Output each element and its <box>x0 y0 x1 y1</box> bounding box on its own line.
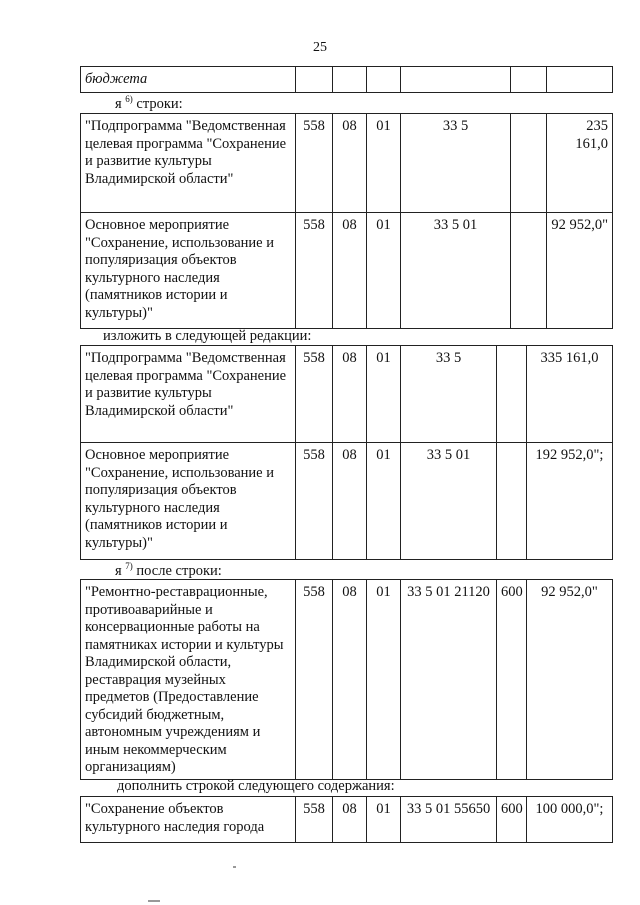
table-cell-target: 33 5 01 <box>401 443 497 560</box>
table-row <box>81 346 613 443</box>
table-row <box>81 114 613 213</box>
table-row <box>81 213 613 329</box>
table-cell-code: 558 <box>296 213 333 329</box>
table-cell-target: 33 5 <box>401 114 511 213</box>
table-cell-code: 558 <box>296 580 333 780</box>
table-cell-target: 33 5 <box>401 346 497 443</box>
table-block-4 <box>80 796 613 843</box>
table-cell-section: 08 <box>333 346 367 443</box>
table-cell-type <box>511 213 547 329</box>
table-cell-amount: 335 161,0 <box>527 346 613 443</box>
table-cell-type: 600 <box>497 580 527 780</box>
table-cell-code: 558 <box>296 346 333 443</box>
table-block-1 <box>80 113 613 329</box>
table-cell-target: 33 5 01 55650 <box>401 797 497 843</box>
table-cell-section: 08 <box>333 443 367 560</box>
table-cell-section: 08 <box>333 580 367 780</box>
table-cell-amount: 100 000,0"; <box>527 797 613 843</box>
instruction-1: я $^{6)}$ строки: <box>115 94 183 112</box>
table-cell-section: 08 <box>333 114 367 213</box>
scan-artifact <box>233 866 236 868</box>
table-cell-section: 08 <box>333 797 367 843</box>
instruction-2: изложить в следующей редакции: <box>103 328 312 344</box>
table-cell-amount: 235 161,0 <box>547 114 613 213</box>
table-cell-target: 33 5 01 21120 <box>401 580 497 780</box>
table-row <box>81 797 613 843</box>
table-block-3 <box>80 579 613 780</box>
table-cell-name: "Сохранение объектов культурного наследия города <box>81 797 296 843</box>
table-cell-subsection: 01 <box>367 346 401 443</box>
table-cell-name: "Подпрограмма "Ведомственная целевая программа "Сохранение и развитие культуры Владимирской области" <box>81 114 296 213</box>
table-cell-target: 33 5 01 <box>401 213 511 329</box>
instruction-4: дополнить строкой следующего содержания: <box>117 778 395 794</box>
table-cell-amount: 92 952,0" <box>547 213 613 329</box>
instruction-3: я $^{7)}$ после строки: <box>115 561 222 579</box>
table-cell-name: бюджета <box>81 67 296 93</box>
table-cell-subsection: 01 <box>367 213 401 329</box>
table-cell-code: 558 <box>296 443 333 560</box>
table-row <box>81 580 613 780</box>
table-cell-subsection: 01 <box>367 114 401 213</box>
table-cell-type <box>497 443 527 560</box>
table-cell-type <box>497 346 527 443</box>
table-header-continuation <box>80 66 613 93</box>
table-cell-code: 558 <box>296 797 333 843</box>
table-block-2 <box>80 345 613 560</box>
table-cell-code: 558 <box>296 114 333 213</box>
table-cell-name: Основное мероприятие "Сохранение, использование и популяризация объектов культурного наследия (памятников истории и культуры)" <box>81 443 296 560</box>
table-cell-type: 600 <box>497 797 527 843</box>
table-cell-amount: 92 952,0" <box>527 580 613 780</box>
page-number: 25 <box>313 40 327 55</box>
table-cell-name: Основное мероприятие "Сохранение, использование и популяризация объектов культурного наследия (памятников истории и культуры)" <box>81 213 296 329</box>
table-row <box>81 443 613 560</box>
table-cell-subsection: 01 <box>367 797 401 843</box>
scan-artifact <box>148 900 160 902</box>
table-cell-section: 08 <box>333 213 367 329</box>
table-cell-name: "Подпрограмма "Ведомственная целевая программа "Сохранение и развитие культуры Владимирской области" <box>81 346 296 443</box>
table-cell-name: "Ремонтно-реставрационные, противоаварийные и консервационные работы на памятниках истории и культуры Владимирской области, реставрация музейных предметов (Предоставление субсидий бюджетным, автономным учреждениям и иным некоммерческим организациям) <box>81 580 296 780</box>
table-cell-subsection: 01 <box>367 443 401 560</box>
table-cell-subsection: 01 <box>367 580 401 780</box>
table-cell-amount: 192 952,0"; <box>527 443 613 560</box>
table-cell-type <box>511 114 547 213</box>
